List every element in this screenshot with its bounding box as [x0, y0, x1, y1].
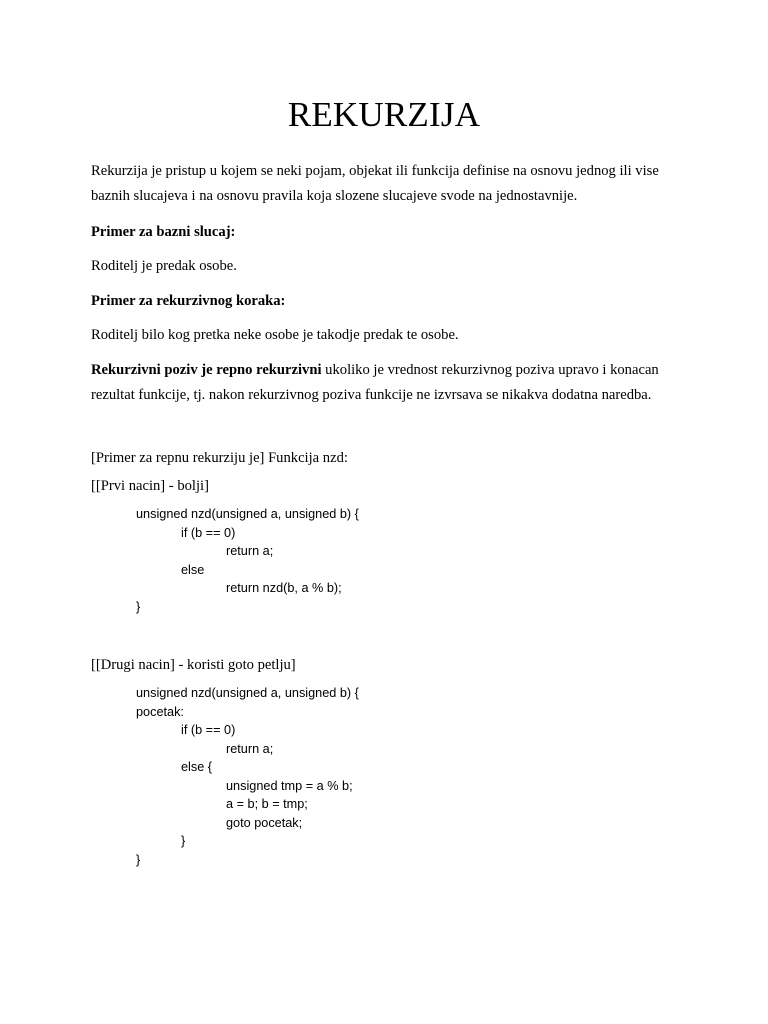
rekurzivni-heading: Primer za rekurzivnog koraka: — [91, 293, 286, 309]
code-line: return a; — [226, 544, 274, 558]
code-line: unsigned tmp = a % b; — [226, 778, 353, 793]
bazni-heading: Primer za bazni slucaj: — [91, 224, 236, 240]
code-line: a = b; b = tmp; — [226, 797, 308, 811]
repni-paragraph — [91, 358, 691, 408]
code-line: pocetak: — [136, 704, 184, 719]
code-line: if (b == 0) — [181, 723, 236, 737]
repni-bold-text: Rekurzivni poziv je repno rekurzivni — [91, 362, 322, 378]
bazni-paragraph: Roditelj je predak osobe. — [91, 258, 237, 274]
code-block-drugi — [0, 684, 359, 906]
intro-paragraph: Rekurzija je pristup u kojem se neki pojam, objekat ili funkcija definise na osnovu jednog ili vise baznih slucajeva i na osnovu pravila koja slozene slucajeve svode na jednostavnije. — [91, 163, 659, 204]
primer-repna-line: [Primer za repnu rekurziju je] Funkcija nzd: — [91, 450, 348, 466]
code-block-prvi — [0, 505, 359, 653]
repni-rest-text: ukoliko je vrednost rekurzivnog poziva upravo i konacan rezultat funkcije, tj. nakon rekurzivnog poziva funkcije ne izvrsava se nikakva dodatna naredba. — [91, 362, 659, 403]
code-line: return nzd(b, a % b); — [226, 581, 342, 595]
page-title: REKURZIJA — [287, 95, 481, 134]
prvi-nacin-line: [[Prvi nacin] - bolji] — [91, 478, 209, 494]
drugi-nacin-line: [[Drugi nacin] - koristi goto petlju] — [91, 657, 296, 673]
code-line: goto pocetak; — [226, 815, 303, 830]
code-line: unsigned nzd(unsigned a, unsigned b) { — [136, 686, 359, 700]
code-line: } — [181, 834, 186, 848]
code-line: unsigned nzd(unsigned a, unsigned b) { — [136, 507, 359, 521]
code-line: } — [136, 599, 141, 614]
code-line: } — [136, 852, 141, 867]
code-line: if (b == 0) — [181, 525, 236, 540]
rekurzivni-paragraph: Roditelj bilo kog pretka neke osobe je takodje predak te osobe. — [91, 327, 459, 343]
code-line: else — [181, 562, 205, 577]
code-line: return a; — [226, 741, 274, 756]
code-line: else { — [181, 760, 213, 774]
